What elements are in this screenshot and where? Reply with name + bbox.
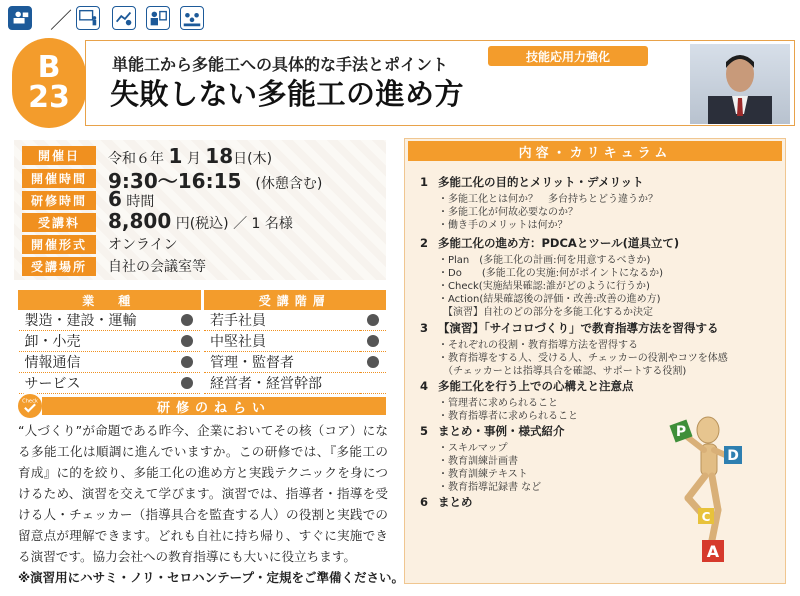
- level-cell: 管理・監督者: [204, 352, 360, 373]
- section-title: 4 多能工化を行う上での心構えと注意点: [420, 379, 634, 393]
- separator-slash: ／: [50, 9, 73, 34]
- svg-text:A: A: [706, 542, 720, 561]
- section-title: 1 多能工化の目的とメリット・デメリット: [420, 175, 644, 189]
- check-dot: [181, 356, 193, 368]
- section-item: ・管理者に求められること: [438, 398, 558, 409]
- chart-board-icon: [112, 6, 136, 30]
- label-format: 開催形式: [22, 235, 96, 254]
- badge-letter: B: [37, 50, 61, 85]
- presentation-icon: [76, 6, 100, 30]
- section-item: ・Do (多能工化の実施:何がポイントになるか): [438, 268, 663, 279]
- group-icon: [180, 6, 204, 30]
- table-head-level: 受講階層: [204, 291, 386, 310]
- person-at-desk-icon: [8, 6, 32, 30]
- target-table: [18, 290, 386, 394]
- label-venue: 受講場所: [22, 257, 96, 276]
- section-item: ・教育訓練テキスト: [438, 469, 528, 480]
- check-badge-icon: [16, 392, 44, 420]
- industry-cell: 製造・建設・運輸: [19, 310, 175, 331]
- duration-hours: 6: [108, 187, 122, 211]
- industry-cell: 情報通信: [19, 352, 175, 373]
- block-a: [702, 540, 724, 562]
- fee-unit: 円(税込) ／ 1 名様: [171, 216, 293, 232]
- table-row: [19, 310, 386, 331]
- section-item: 【演習】自社のどの部分を多能工化するか決定: [438, 307, 653, 318]
- label-time: 開催時間: [22, 169, 96, 188]
- duration-unit: 時間: [121, 194, 155, 210]
- value-venue: 自社の会議室等: [108, 259, 206, 275]
- course-badge: [12, 38, 86, 128]
- section-title: 2 多能工化の進め方：PDCAとツール(道具立て): [420, 236, 680, 250]
- value-duration: [108, 187, 154, 211]
- table-row: [19, 352, 386, 373]
- preparation-note: ※演習用にハサミ・ノリ・セロハンテープ・定規をご準備ください。: [18, 570, 405, 585]
- time-range: 9:30〜16:15: [108, 169, 242, 193]
- check-dot: [181, 377, 193, 389]
- date-day: 18: [205, 144, 234, 168]
- block-d: [724, 446, 742, 464]
- section-item: ・働き手のメリットは何か？: [438, 220, 568, 231]
- section-item: ・教育指導をする人、受ける人、チェッカーの役割やコツを体感: [438, 353, 728, 364]
- fee-amount: 8,800: [108, 209, 172, 233]
- section-title: 5 まとめ・事例・様式紹介: [420, 424, 565, 438]
- label-fee: 受講料: [22, 213, 96, 232]
- check-badge-label: Check: [22, 398, 38, 405]
- check-dot: [367, 356, 379, 368]
- svg-text:D: D: [727, 448, 739, 464]
- table-row: [19, 373, 386, 394]
- date-month-unit: 月: [182, 151, 206, 167]
- pdca-figure: [652, 388, 772, 568]
- label-date: 開催日: [22, 146, 96, 165]
- teacher-icon: [146, 6, 170, 30]
- course-title: 失敗しない多能工の進め方: [110, 77, 465, 111]
- badge-number: 23: [28, 80, 70, 115]
- check-dot: [181, 335, 193, 347]
- section-item: ・教育指導者に求められること: [438, 411, 578, 422]
- section-item: ・スキルマップ: [438, 443, 508, 454]
- table-head-industry: 業 種: [19, 291, 201, 310]
- industry-cell: サービス: [19, 373, 175, 394]
- block-c: [698, 508, 714, 524]
- section-title: 6 まとめ: [420, 495, 473, 509]
- level-cell: 若手社員: [204, 310, 360, 331]
- aim-body: “人づくり”が命題である昨今、企業においてその核（コア）になる多能工化は順調に進んでいますか。この研修では、『多能工の育成』に的を絞り、多能工化の進め方と実践テクニックを身につけるため、演習を交えて学びます。演習では、指導者・指導を受ける人・チェッカー（指導具合を監査する人）の役割と実践での留意点が理解できます。どれも自社に持ち帰り、すぐに実施できる演習です。協力会社への教育指導にも大いに役立ちます。: [18, 423, 388, 564]
- section-item: ・Action(結果確認後の評価・改善:改善の進め方): [438, 294, 661, 305]
- section-item: ・多能工化が何故必要なのか？: [438, 207, 578, 218]
- value-fee: [108, 209, 293, 233]
- section-item: ・教育指導記録書 など: [438, 482, 542, 493]
- date-month: 1: [168, 144, 183, 168]
- section-item: ・Check(実施結果確認:誰がどのように行うか): [438, 281, 650, 292]
- section-item: （チェッカーとは指導具合を確認、サポートする役割): [438, 366, 687, 377]
- level-cell: 経営者・経営幹部: [204, 373, 360, 394]
- aim-heading: 研修のねらい: [42, 397, 386, 415]
- level-cell: 中堅社員: [204, 331, 360, 352]
- course-subtitle: 単能工から多能工への具体的な手法とポイント: [112, 55, 449, 74]
- svg-text:C: C: [701, 510, 711, 524]
- section-title: 3 【演習】「サイコロづくり」で教育指導方法を習得する: [420, 321, 719, 335]
- check-dot: [367, 335, 379, 347]
- section-item: ・Plan (多能工化の計画:何を用意するべきか): [438, 255, 651, 266]
- time-note: (休憩含む): [241, 176, 323, 192]
- section-item: ・それぞれの役割・教育指導方法を習得する: [438, 340, 638, 351]
- industry-cell: 卸・小売: [19, 331, 175, 352]
- check-dot: [367, 314, 379, 326]
- date-era: 令和６年: [108, 151, 169, 167]
- date-weekday: 日(木): [233, 151, 273, 167]
- section-item: ・多能工化とは何か？ 多台持ちとどう違うか？: [438, 194, 658, 205]
- check-dot: [181, 314, 193, 326]
- svg-text:P: P: [675, 424, 687, 440]
- value-format: オンライン: [108, 237, 178, 253]
- instructor-photo: [690, 44, 790, 124]
- table-row: [19, 331, 386, 352]
- label-duration: 研修時間: [22, 191, 96, 210]
- curriculum-heading: 内容・カリキュラム: [408, 141, 782, 161]
- category-tag: 技能応用力強化: [488, 46, 648, 66]
- section-item: ・教育訓練計画書: [438, 456, 518, 467]
